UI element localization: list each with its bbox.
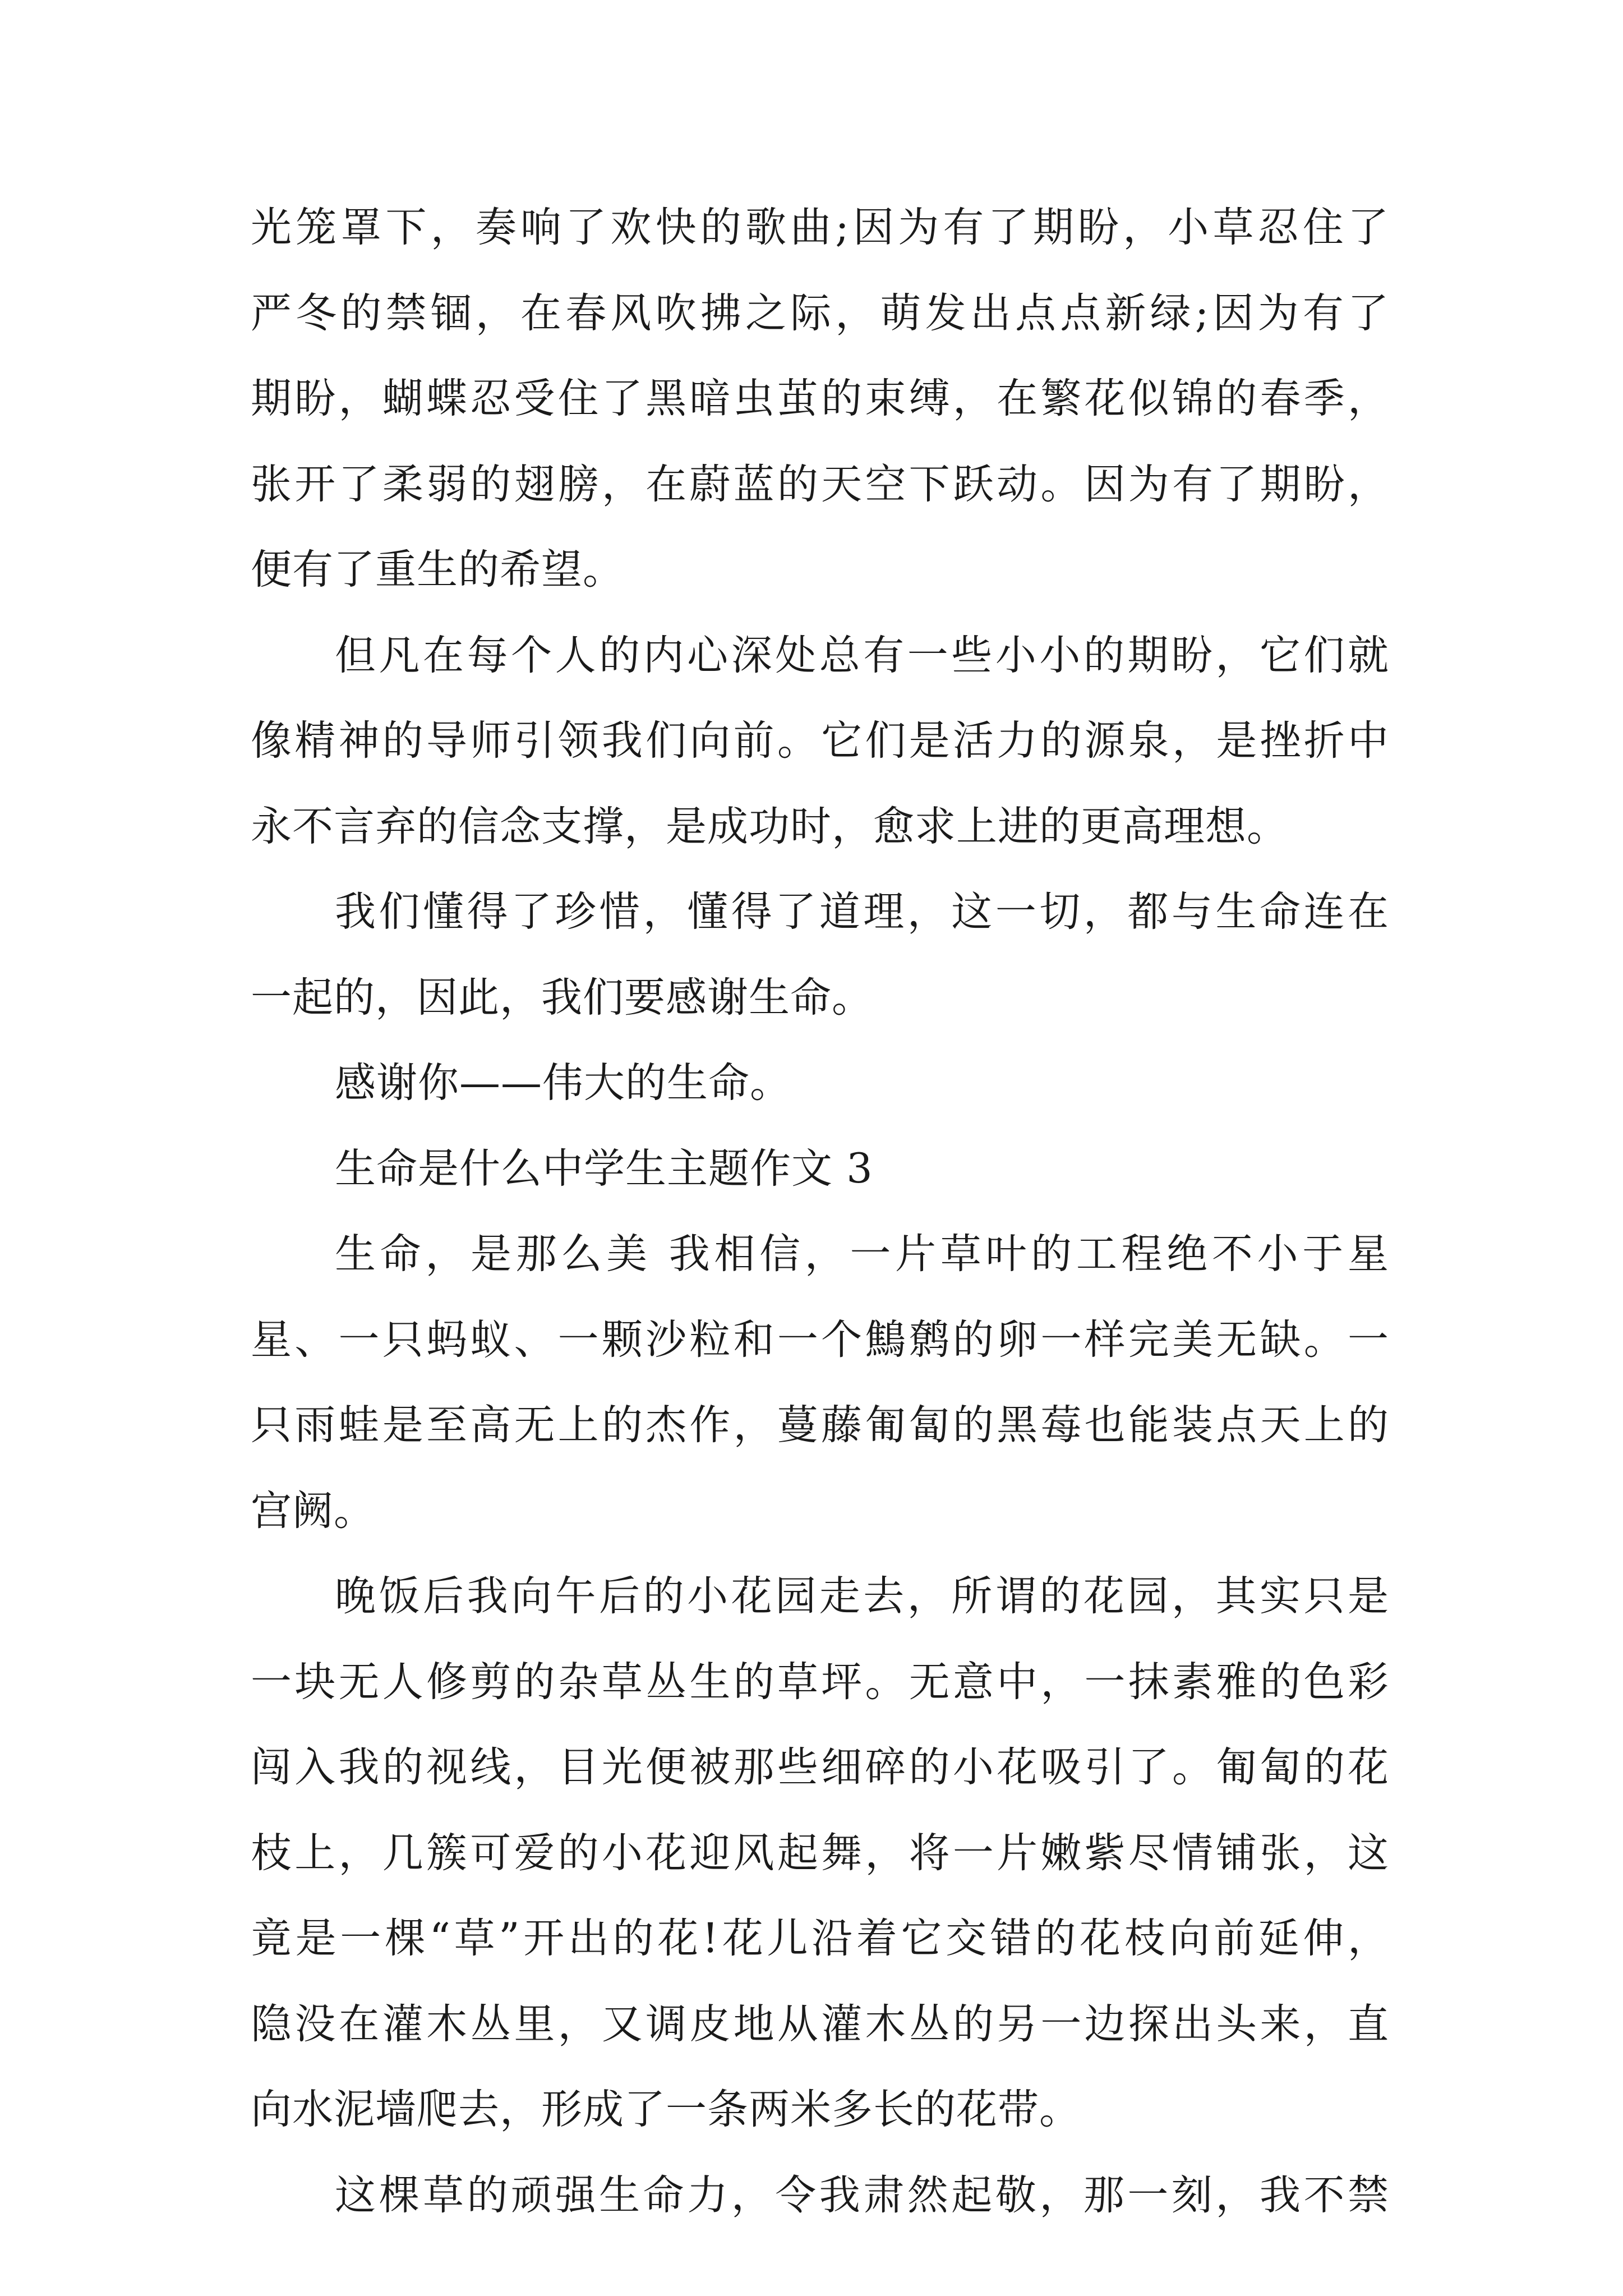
text-line: 宫阙。: [251, 1487, 375, 1535]
text-line: 星、一只蚂蚁、一颗沙粒和一个鷦鹩的卵一样完美无缺。一: [251, 1315, 1389, 1364]
paragraph-start-line: 感谢你——伟大的生命。: [335, 1059, 791, 1107]
essay-body: [251, 185, 1389, 2238]
text-line: 光笼罩下，奏响了欢快的歌曲;因为有了期盼，小草忍住了: [251, 204, 1389, 251]
text-line: 竟是一棵“草”开出的花!花儿沿着它交错的花枝向前延伸，: [251, 1915, 1389, 1962]
text-line: 像精神的导师引领我们向前。它们是活力的源泉，是挫折中: [251, 717, 1389, 765]
text-line: 便有了重生的希望。: [251, 546, 624, 593]
text-line: 隐没在灌木丛里，又调皮地从灌木丛的另一边探出头来，直: [251, 2000, 1389, 2048]
text-line: 一起的，因此，我们要感谢生命。: [251, 973, 873, 1022]
text-line: 张开了柔弱的翅膀，在蔚蓝的天空下跃动。因为有了期盼，: [251, 460, 1389, 508]
text-line: 向水泥墙爬去，形成了一条两米多长的花带。: [251, 2086, 1081, 2133]
text-line: 闯入我的视线，目光便被那些细碎的小花吸引了。匍匐的花: [251, 1743, 1389, 1791]
text-line: 严冬的禁锢，在春风吹拂之际，萌发出点点新绿;因为有了: [251, 289, 1389, 337]
text-line: 只雨蛙是至高无上的杰作，蔓藤匍匐的黑莓也能装点天上的: [251, 1401, 1389, 1449]
section-title: 生命是什么中学生主题作文 3: [335, 1144, 873, 1193]
paragraph-start-line: 我们懂得了珍惜，懂得了道理，这一切，都与生命连在: [335, 888, 1389, 936]
text-line: 永不言弃的信念支撑，是成功时，愈求上进的更高理想。: [251, 802, 1288, 850]
paragraph-start-line: 这棵草的顽强生命力，令我肃然起敬，那一刻，我不禁: [335, 2171, 1389, 2219]
paragraph-start-line: 晚饭后我向午后的小花园走去，所谓的花园，其实只是: [335, 1572, 1389, 1620]
paragraph-start-line: 生命，是那么美 我相信，一片草叶的工程绝不小于星: [335, 1230, 1389, 1278]
text-line: 枝上，几簇可爱的小花迎风起舞，将一片嫩紫尽情铺张，这: [251, 1829, 1389, 1877]
paragraph-start-line: 但凡在每个人的内心深处总有一些小小的期盼，它们就: [335, 631, 1389, 679]
text-line: 一块无人修剪的杂草丛生的草坪。无意中，一抹素雅的色彩: [251, 1658, 1389, 1706]
text-line: 期盼，蝴蝶忍受住了黑暗虫茧的束缚，在繁花似锦的春季，: [251, 375, 1389, 422]
